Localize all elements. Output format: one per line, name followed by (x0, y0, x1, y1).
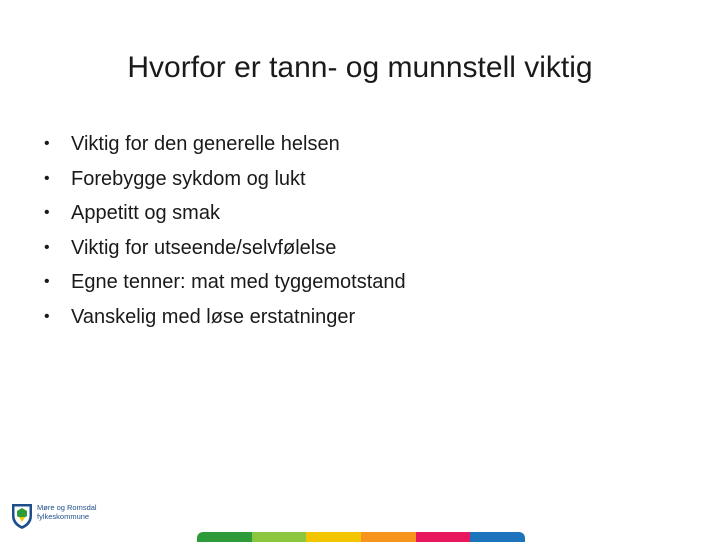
bullet-text: Vanskelig med løse erstatninger (71, 305, 356, 328)
bullet-item (44, 166, 684, 201)
bullet-dot: • (44, 135, 50, 152)
bullet-item (44, 304, 684, 339)
bullet-item (44, 131, 684, 166)
bullet-text: Appetitt og smak (71, 202, 220, 225)
county-coat-of-arms-icon (10, 502, 34, 530)
bullet-dot: • (44, 273, 50, 291)
bullet-dot: • (44, 169, 50, 187)
footer-color-segment (197, 532, 252, 542)
logo-text (37, 503, 97, 521)
footer-color-segment (252, 532, 307, 542)
bullet-dot: • (44, 238, 50, 256)
bullet-item (44, 235, 684, 270)
bullet-list (44, 131, 684, 339)
footer-color-segment (416, 532, 471, 542)
footer-color-segment (361, 532, 416, 542)
bullet-text: Viktig for den generelle helsen (71, 133, 340, 155)
footer-color-bar (197, 532, 525, 542)
bullet-dot: • (44, 307, 50, 325)
logo-line-2: fylkeskommune (37, 512, 90, 521)
bullet-dot: • (44, 204, 50, 222)
bullet-text: Viktig for utseende/selvfølelse (71, 236, 337, 259)
bullet-text: Egne tenner: mat med tyggemotstand (71, 271, 406, 294)
county-logo (10, 502, 120, 530)
slide-title: Hvorfor er tann- og munnstell viktig (127, 51, 593, 84)
logo-line-1: Møre og Romsdal (37, 503, 97, 512)
bullet-item (44, 200, 684, 235)
footer-color-segment (470, 532, 525, 542)
bullet-item (44, 269, 684, 304)
bullet-text: Forebygge sykdom og lukt (71, 167, 306, 190)
footer-color-segment (306, 532, 361, 542)
